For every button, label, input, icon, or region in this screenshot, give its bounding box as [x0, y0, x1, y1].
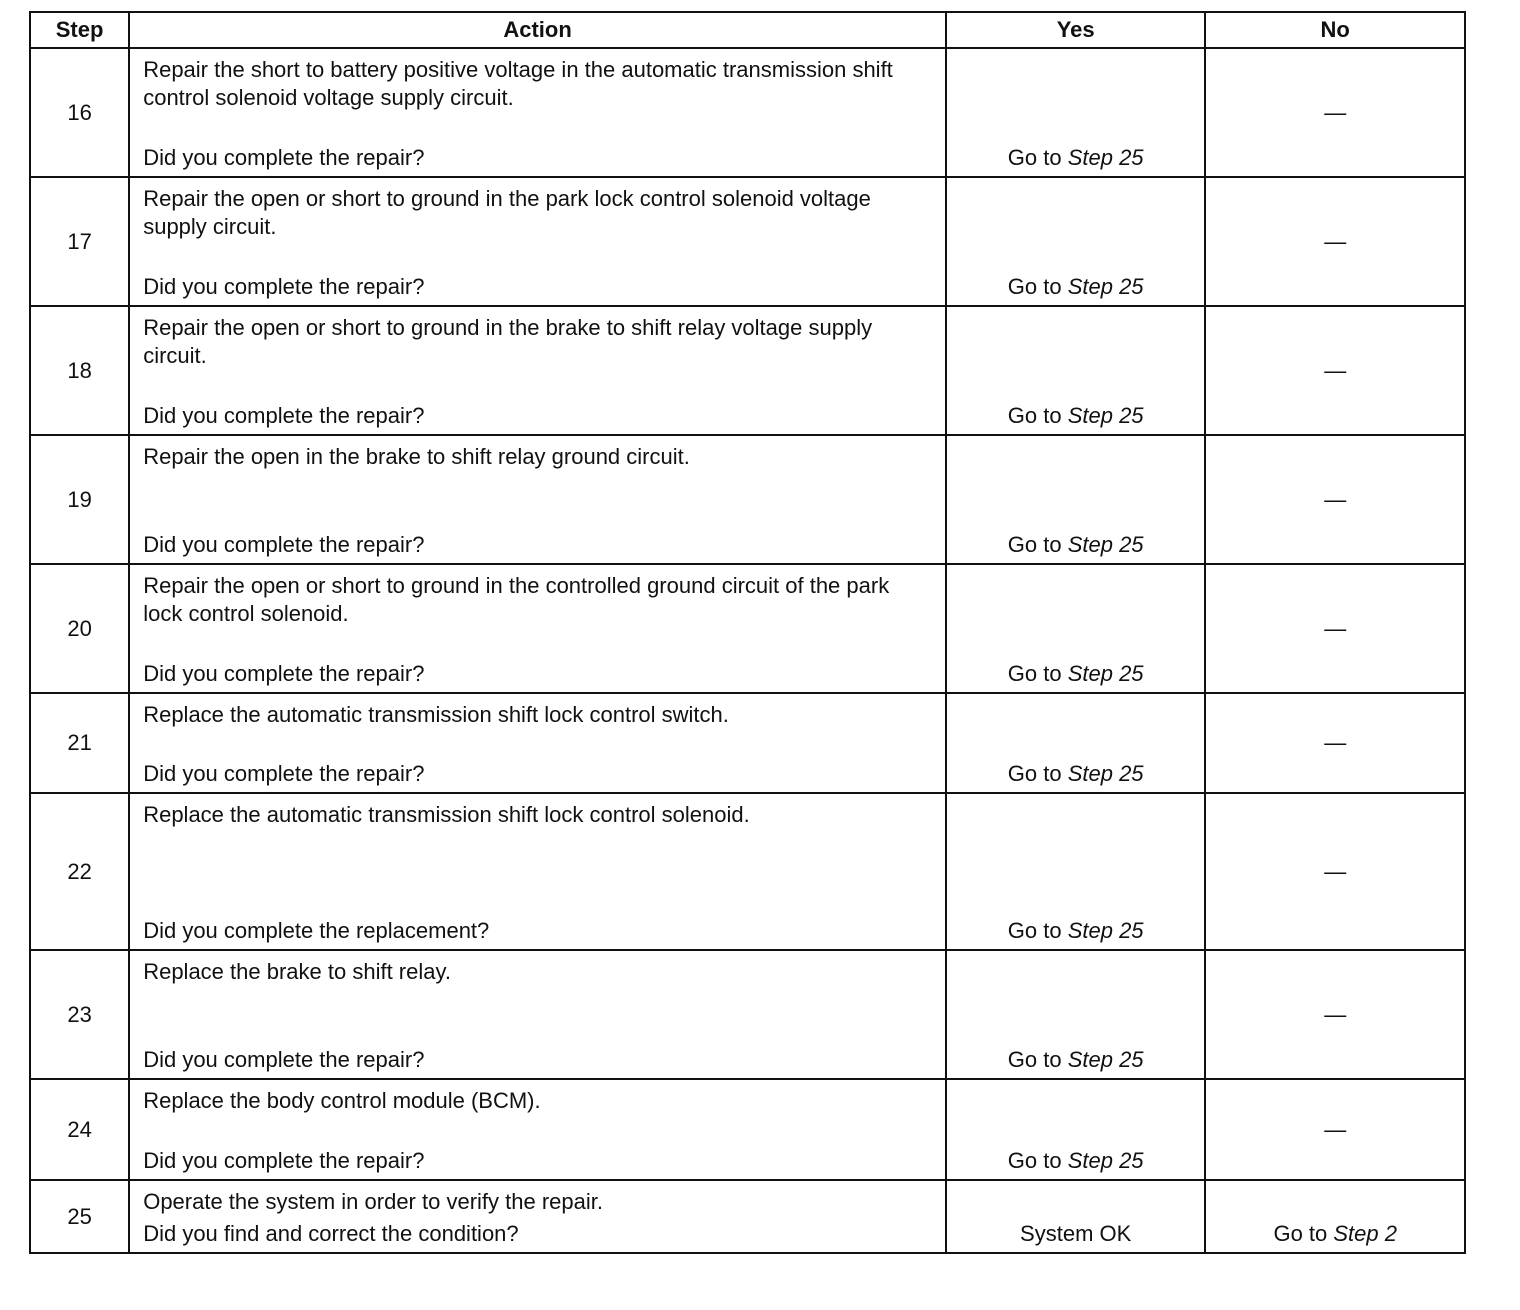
action-cell	[129, 48, 946, 177]
step-number: 19	[30, 435, 129, 564]
yes-step-ref: Step 25	[1067, 1047, 1144, 1072]
no-cell	[1205, 1079, 1465, 1180]
table-row	[30, 177, 1465, 306]
header-yes: Yes	[946, 12, 1206, 48]
no-result: —	[1324, 486, 1347, 512]
yes-cell	[946, 48, 1206, 177]
no-cell	[1205, 950, 1465, 1079]
no-result: —	[1324, 228, 1347, 254]
step-number: 20	[30, 564, 129, 693]
no-step-ref: Step 2	[1333, 1221, 1397, 1246]
yes-prefix: Go to	[1007, 403, 1068, 428]
action-instruction: Repair the short to battery positive voltage in the automatic transmission shift control solenoid voltage supply circuit.	[143, 57, 893, 110]
table-row	[30, 435, 1465, 564]
action-instruction: Replace the body control module (BCM).	[143, 1088, 541, 1113]
yes-step-ref: Step 25	[1067, 918, 1144, 943]
yes-result	[947, 660, 1205, 688]
action-instruction: Repair the open or short to ground in the brake to shift relay voltage supply circuit.	[143, 315, 873, 368]
table-row	[30, 1180, 1465, 1253]
action-question: Did you complete the repair?	[143, 145, 425, 170]
action-cell	[129, 435, 946, 564]
yes-result	[947, 402, 1205, 430]
table-row	[30, 693, 1465, 793]
yes-result	[947, 917, 1205, 945]
action-question: Did you complete the repair?	[143, 403, 425, 428]
no-result: —	[1324, 730, 1347, 755]
action-instruction: Operate the system in order to verify the repair.	[143, 1189, 603, 1214]
action-cell	[129, 177, 946, 306]
no-cell	[1205, 1180, 1465, 1253]
no-result: —	[1324, 1116, 1347, 1142]
table-row	[30, 564, 1465, 693]
action-cell	[129, 693, 946, 793]
yes-cell	[946, 950, 1206, 1079]
yes-result	[947, 531, 1205, 559]
header-action: Action	[129, 12, 946, 48]
action-question: Did you complete the repair?	[143, 661, 425, 686]
yes-prefix: Go to	[1007, 274, 1068, 299]
header-no: No	[1205, 12, 1465, 48]
action-cell	[129, 950, 946, 1079]
step-number: 16	[30, 48, 129, 177]
step-number: 25	[30, 1180, 129, 1253]
no-result: —	[1324, 858, 1347, 884]
action-cell	[129, 306, 946, 435]
action-instruction: Replace the automatic transmission shift lock control solenoid.	[143, 802, 750, 827]
no-cell	[1205, 306, 1465, 435]
yes-step-ref: Step 25	[1067, 403, 1144, 428]
yes-cell	[946, 306, 1206, 435]
yes-prefix: Go to	[1007, 761, 1068, 786]
action-question: Did you complete the repair?	[143, 532, 425, 557]
yes-step-ref: Step 25	[1067, 661, 1144, 686]
no-cell	[1205, 435, 1465, 564]
yes-result	[947, 273, 1205, 301]
action-instruction: Repair the open or short to ground in the controlled ground circuit of the park lock control solenoid.	[143, 573, 890, 626]
action-instruction: Repair the open or short to ground in the park lock control solenoid voltage supply circuit.	[143, 186, 871, 239]
action-question: Did you find and correct the condition?	[143, 1221, 519, 1246]
yes-step-ref: Step 25	[1067, 761, 1144, 786]
no-result: —	[1324, 615, 1347, 641]
no-cell	[1205, 177, 1465, 306]
step-number: 22	[30, 793, 129, 950]
no-result: —	[1324, 99, 1347, 125]
header-step: Step	[30, 12, 129, 48]
no-cell	[1205, 48, 1465, 177]
yes-prefix: Go to	[1007, 1148, 1068, 1173]
yes-prefix: Go to	[1007, 1047, 1068, 1072]
action-cell	[129, 793, 946, 950]
no-result: —	[1324, 357, 1347, 383]
action-question: Did you complete the repair?	[143, 1148, 425, 1173]
yes-cell	[946, 435, 1206, 564]
yes-step-ref: Step 25	[1067, 1148, 1144, 1173]
yes-step-ref: Step 25	[1067, 145, 1144, 170]
step-number: 17	[30, 177, 129, 306]
table-row	[30, 306, 1465, 435]
action-instruction: Replace the brake to shift relay.	[143, 959, 451, 984]
yes-prefix: Go to	[1007, 145, 1068, 170]
header-row	[30, 12, 1465, 48]
no-result	[1206, 1220, 1464, 1248]
action-question: Did you complete the replacement?	[143, 918, 490, 943]
action-cell	[129, 1079, 946, 1180]
table-row	[30, 48, 1465, 177]
yes-prefix: Go to	[1007, 661, 1068, 686]
action-cell	[129, 1180, 946, 1253]
yes-prefix: Go to	[1007, 918, 1068, 943]
step-number: 24	[30, 1079, 129, 1180]
table-row	[30, 1079, 1465, 1180]
yes-step-ref: Step 25	[1067, 532, 1144, 557]
no-prefix: Go to	[1273, 1221, 1334, 1246]
action-cell	[129, 564, 946, 693]
yes-cell	[946, 793, 1206, 950]
step-number: 23	[30, 950, 129, 1079]
action-instruction: Replace the automatic transmission shift lock control switch.	[143, 702, 729, 727]
action-question: Did you complete the repair?	[143, 274, 425, 299]
no-cell	[1205, 793, 1465, 950]
yes-cell	[946, 177, 1206, 306]
yes-cell	[946, 1079, 1206, 1180]
yes-result	[947, 144, 1205, 172]
yes-cell	[946, 564, 1206, 693]
no-cell	[1205, 564, 1465, 693]
action-instruction: Repair the open in the brake to shift relay ground circuit.	[143, 444, 690, 469]
step-number: 18	[30, 306, 129, 435]
action-question: Did you complete the repair?	[143, 761, 425, 786]
no-cell	[1205, 693, 1465, 793]
diagnostic-table	[29, 11, 1466, 1254]
yes-result	[947, 760, 1205, 788]
table-row	[30, 950, 1465, 1079]
step-number: 21	[30, 693, 129, 793]
yes-cell	[946, 693, 1206, 793]
yes-prefix: Go to	[1007, 532, 1068, 557]
no-result: —	[1324, 1001, 1347, 1027]
action-question: Did you complete the repair?	[143, 1047, 425, 1072]
table-row	[30, 793, 1465, 950]
yes-cell	[946, 1180, 1206, 1253]
yes-result: System OK	[1020, 1221, 1132, 1246]
yes-result	[947, 1046, 1205, 1074]
yes-step-ref: Step 25	[1067, 274, 1144, 299]
yes-result	[947, 1147, 1205, 1175]
